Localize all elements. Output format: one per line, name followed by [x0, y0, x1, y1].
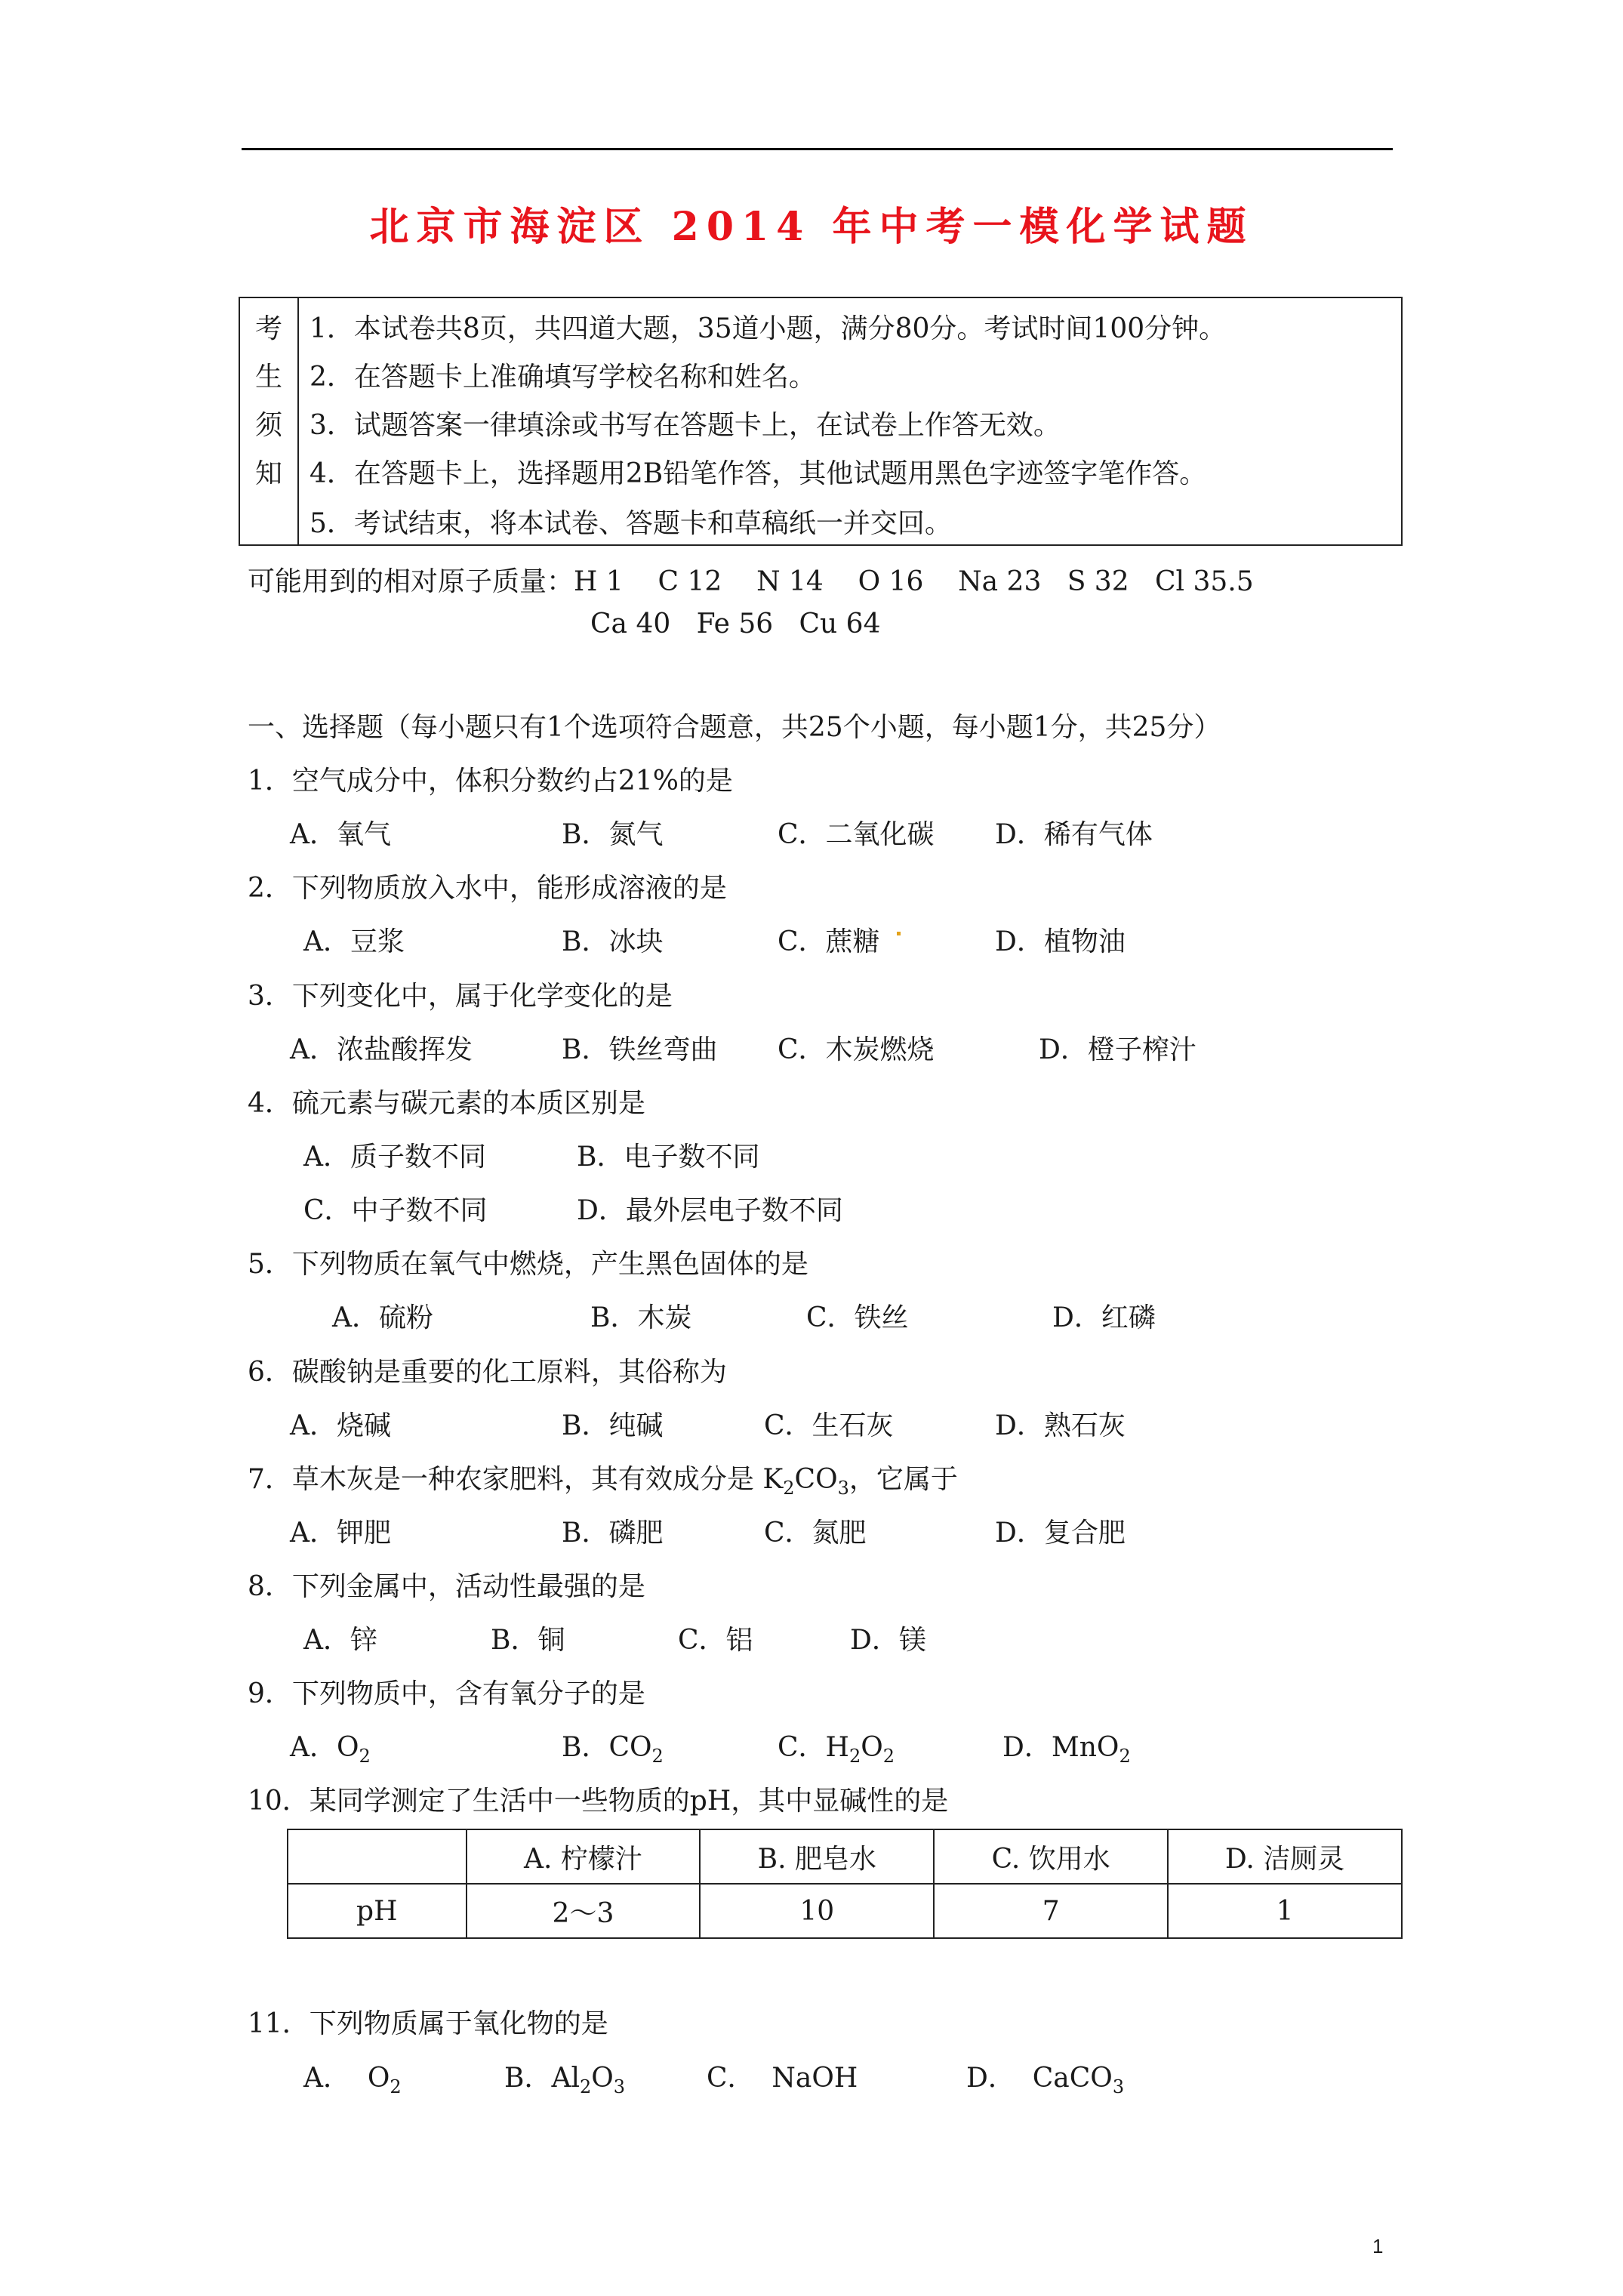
page-title: 北京市海淀区 2014 年中考一模化学试题 — [369, 204, 1254, 250]
table-cell: 10 — [700, 1884, 934, 1938]
table-header-cell: C. 饮用水 — [934, 1829, 1168, 1884]
option-b: B．电子数不同 — [577, 1142, 760, 1173]
option-d: D．MnO$_2$ — [1002, 1732, 1131, 1767]
option-b: B．纯碱 — [562, 1410, 664, 1441]
notice-side-char: 考 — [254, 313, 282, 344]
option-a: A．氧气 — [290, 819, 391, 850]
table-cell: 1 — [1168, 1884, 1402, 1938]
option-b: B．木炭 — [590, 1302, 692, 1333]
question-stem: 3．下列变化中，属于化学变化的是 — [248, 981, 673, 1012]
option-d: D．复合肥 — [995, 1518, 1126, 1549]
notice-rule: 1．本试卷共8页，共四道大题，35道小题，满分80分。考试时间100分钟。 — [310, 313, 1227, 344]
notice-rule: 2．在答题卡上准确填写学校名称和姓名。 — [310, 362, 816, 393]
table-header-cell: D. 洁厕灵 — [1168, 1829, 1402, 1884]
option-b: B．$CO_2$ — [562, 1732, 664, 1767]
question-stem: 10．某同学测定了生活中一些物质的pH，其中显碱性的是 — [248, 1786, 949, 1817]
option-d: D．稀有气体 — [995, 819, 1153, 850]
option-c: C．$H_2O_2$ — [778, 1732, 895, 1767]
option-a: A．$O_2$ — [290, 1732, 371, 1767]
notice-rule: 4．在答题卡上，选择题用2B铅笔作答，其他试题用黑色字迹签字笔作答。 — [310, 458, 1207, 489]
option-c: C．氮肥 — [764, 1518, 867, 1549]
option-b: B．铁丝弯曲 — [562, 1034, 718, 1065]
option-a: A．质子数不同 — [303, 1142, 486, 1173]
question-stem: 2．下列物质放入水中，能形成溶液的是 — [248, 873, 727, 904]
notice-side-label — [240, 298, 299, 544]
option-c: C． NaOH — [707, 2063, 858, 2094]
table-cell: 7 — [934, 1884, 1168, 1938]
option-d: D．红磷 — [1052, 1302, 1156, 1333]
table-header-row — [288, 1829, 1402, 1884]
option-b: B．氮气 — [562, 819, 664, 850]
option-a: A．钾肥 — [290, 1518, 391, 1549]
table-row-label: pH — [288, 1884, 467, 1938]
option-d: D．植物油 — [995, 926, 1126, 957]
atomic-masses-line1: 可能用到的相对原子质量：H 1 C 12 N 14 O 16 Na 23 S 32 Cl 35.5 — [248, 566, 1254, 597]
option-c: C．生石灰 — [764, 1410, 894, 1441]
stray-mark — [897, 932, 901, 935]
table-row — [288, 1884, 1402, 1938]
option-d: D．熟石灰 — [995, 1410, 1126, 1441]
option-c: C．木炭燃烧 — [778, 1034, 935, 1065]
question-stem: 9．下列物质中，含有氧分子的是 — [248, 1678, 645, 1709]
table-header-cell — [288, 1829, 467, 1884]
question-stem: 1．空气成分中，体积分数约占21%的是 — [248, 766, 733, 797]
option-c: C．铝 — [678, 1625, 753, 1656]
notice-side-char: 须 — [254, 410, 282, 441]
table-header-cell: A. 柠檬汁 — [467, 1829, 701, 1884]
option-a: A．烧碱 — [290, 1410, 391, 1441]
option-a: A．浓盐酸挥发 — [290, 1034, 473, 1065]
table-header-cell: B. 肥皂水 — [700, 1829, 934, 1884]
option-d: D． CaCO$_3$ — [966, 2063, 1125, 2098]
option-c: C．铁丝 — [806, 1302, 909, 1333]
option-b: B．磷肥 — [562, 1518, 664, 1549]
option-c: C．二氧化碳 — [778, 819, 935, 850]
option-d: D．最外层电子数不同 — [577, 1195, 843, 1226]
question-stem: 5．下列物质在氧气中燃烧，产生黑色固体的是 — [248, 1249, 808, 1280]
notice-side-char: 生 — [254, 362, 282, 393]
page-number: 1 — [1372, 2235, 1384, 2257]
table-cell: 2～3 — [467, 1884, 701, 1938]
notice-rule: 5．考试结束，将本试卷、答题卡和草稿纸一并交回。 — [310, 508, 952, 539]
notice-rule: 3．试题答案一律填涂或书写在答题卡上，在试卷上作答无效。 — [310, 410, 1061, 441]
option-c: C．蔗糖 — [778, 926, 880, 957]
question-stem: 8．下列金属中，活动性最强的是 — [248, 1571, 645, 1602]
option-a: A．硫粉 — [332, 1302, 433, 1333]
exam-notice-box — [239, 297, 1403, 546]
section-heading: 一、选择题（每小题只有1个选项符合题意，共25个小题，每小题1分，共25分） — [248, 712, 1221, 743]
question-stem: 6．碳酸钠是重要的化工原料，其俗称为 — [248, 1357, 727, 1388]
option-d: D．橙子榨汁 — [1039, 1034, 1196, 1065]
option-b: B．$Al_2O_3$ — [504, 2063, 626, 2098]
atomic-masses-line2: Ca 40 Fe 56 Cu 64 — [590, 609, 881, 639]
question-stem: 7．草木灰是一种农家肥料，其有效成分是 $K_2CO_3$，它属于 — [248, 1464, 958, 1499]
question-stem: 11．下列物质属于氧化物的是 — [248, 2008, 608, 2039]
ph-table — [287, 1829, 1403, 1939]
option-b: B．铜 — [491, 1625, 565, 1656]
option-c: C．中子数不同 — [303, 1195, 488, 1226]
header-rule — [242, 148, 1393, 150]
option-b: B．冰块 — [562, 926, 664, 957]
option-a: A．锌 — [303, 1625, 377, 1656]
option-a: A．豆浆 — [303, 926, 405, 957]
option-a: A． $O_2$ — [303, 2063, 402, 2098]
notice-side-char: 知 — [254, 458, 282, 489]
question-stem: 4．硫元素与碳元素的本质区别是 — [248, 1088, 645, 1119]
option-d: D．镁 — [850, 1625, 926, 1656]
